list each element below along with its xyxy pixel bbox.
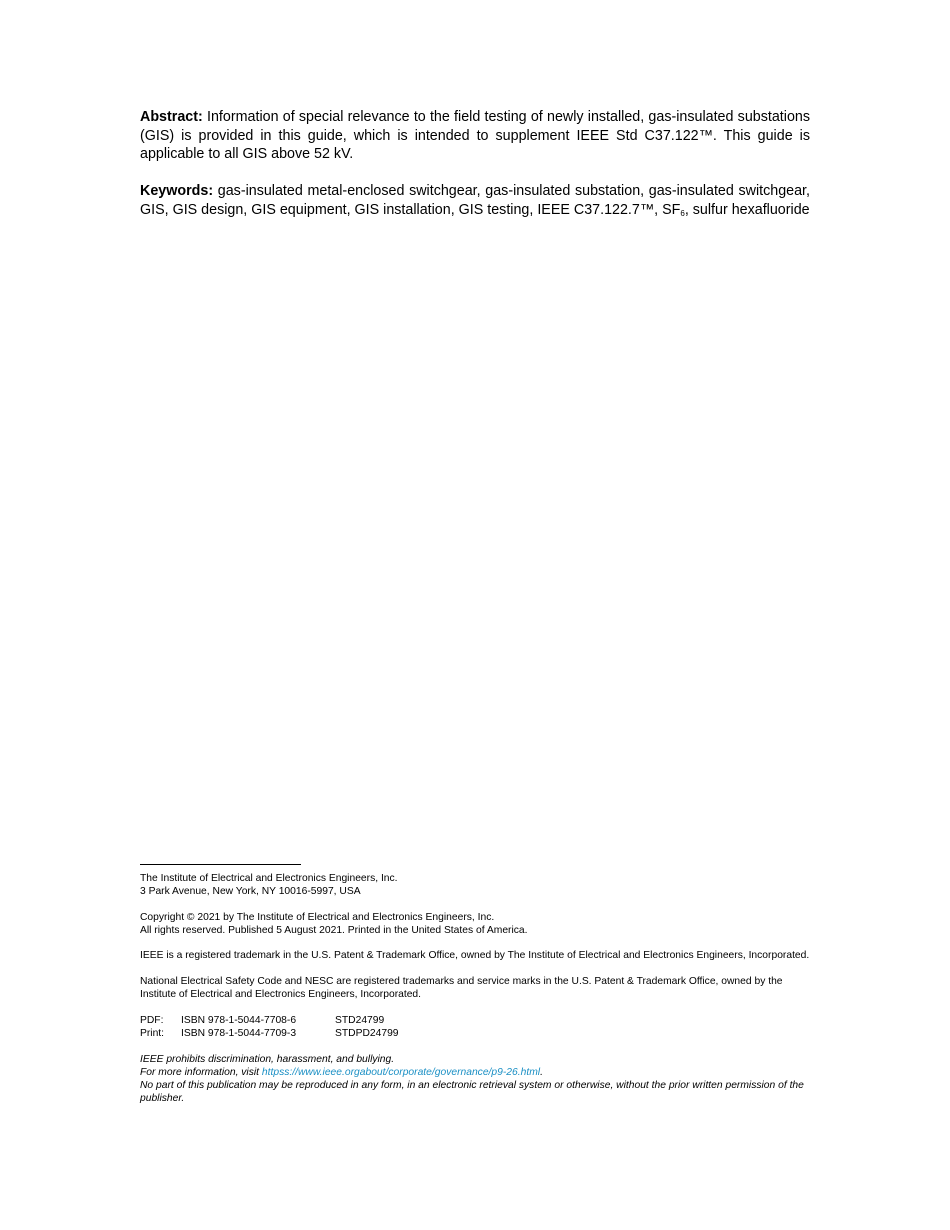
more-info-suffix: . [540, 1067, 543, 1078]
isbn-number: ISBN 978-1-5044-7708-6 [181, 1015, 297, 1026]
isbn-type: PDF: [140, 1015, 164, 1026]
reproduction-notice: No part of this publication may be reproduced in any form, in an electronic retrieval system or otherwise, without the prior written permission of the publisher. [140, 1080, 804, 1104]
ieee-trademark-notice: IEEE is a registered trademark in the U.S. Patent & Trademark Office, owned by The Institute of Electrical and Electronics Engineers, Incorporated. [140, 950, 810, 961]
publisher-name: The Institute of Electrical and Electronics Engineers, Inc. [140, 873, 398, 884]
keywords-subscript: 6 [680, 209, 685, 218]
copyright-line: Copyright © 2021 by The Institute of Electrical and Electronics Engineers, Inc. [140, 912, 495, 923]
abstract-label: Abstract: [140, 109, 203, 125]
rights-line: All rights reserved. Published 5 August 2021. Printed in the United States of America. [140, 925, 528, 936]
publication-info [140, 872, 812, 1105]
isbn-list [140, 1014, 812, 1040]
nesc-trademark-notice: National Electrical Safety Code and NESC are registered trademarks and service marks in the U.S. Patent & Trademark Office, owned by the Institute of Electrical and Electronics Engineers, Incorporated. [140, 976, 783, 1000]
footer-divider [140, 864, 301, 865]
more-info-line [140, 1066, 812, 1079]
legal-notice [140, 1053, 812, 1105]
keywords-text: gas-insulated metal-enclosed switchgear, gas-insulated substation, gas-insulated switchgear, GIS, GIS design, GIS equipment, GIS installation, GIS testing, IEEE C37.122.7™, SF [140, 183, 810, 218]
keywords-paragraph [140, 182, 810, 220]
isbn-type: Print: [140, 1028, 165, 1039]
isbn-code: STD24799 [335, 1015, 385, 1026]
isbn-code: STDPD24799 [335, 1028, 399, 1039]
isbn-row-pdf [140, 1014, 812, 1027]
keywords-text-end: , sulfur hexafluoride [684, 202, 810, 218]
abstract-paragraph [140, 108, 810, 164]
abstract-text: Information of special relevance to the field testing of newly installed, gas-insulated substations (GIS) is provided in this guide, which is intended to supplement IEEE Std C37.122™. This guide is applicable to all GIS above 52 kV. [140, 109, 811, 162]
keywords-label: Keywords: [140, 183, 214, 199]
discrimination-notice: IEEE prohibits discrimination, harassment, and bullying. [140, 1054, 395, 1065]
more-info-prefix: For more information, visit [140, 1067, 262, 1078]
policy-link[interactable]: httpss://www.ieee.orgabout/corporate/governance/p9-26.html [261, 1067, 541, 1078]
isbn-row-print [140, 1027, 812, 1040]
isbn-number: ISBN 978-1-5044-7709-3 [181, 1028, 297, 1039]
publisher-address: 3 Park Avenue, New York, NY 10016-5997, USA [140, 886, 361, 897]
